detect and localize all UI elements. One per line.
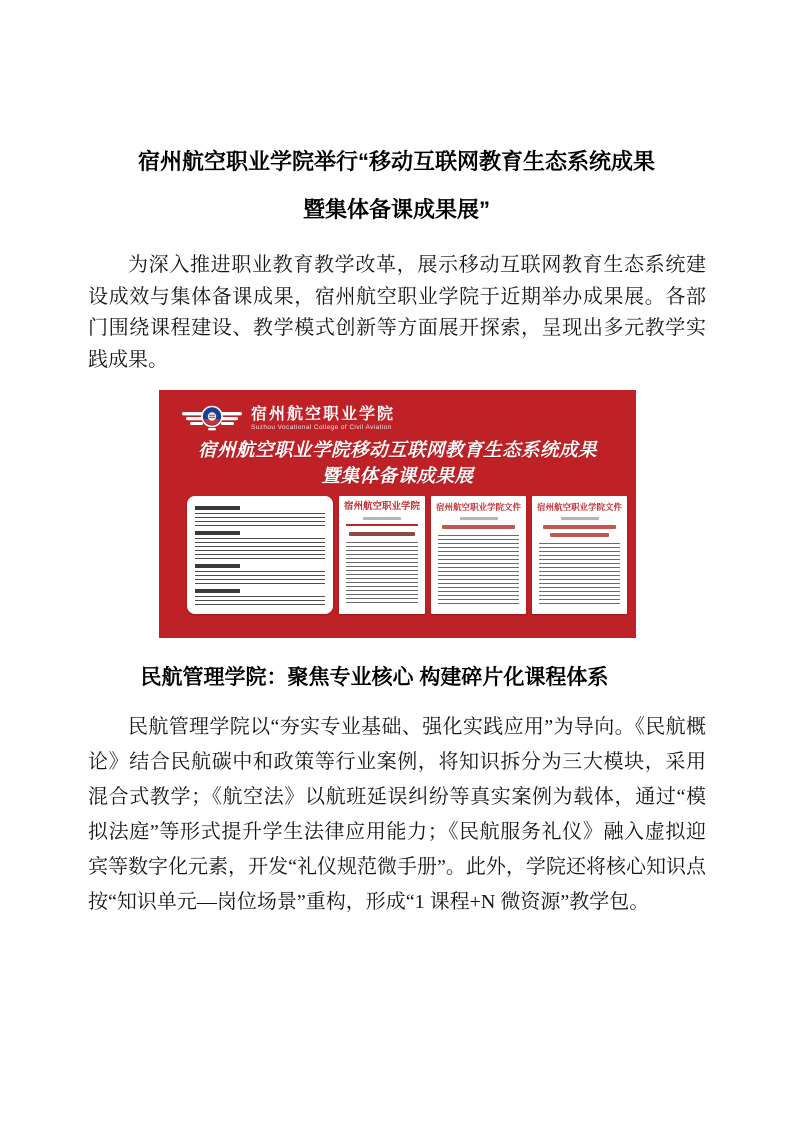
wings-emblem-icon (181, 403, 243, 435)
text-lines-block (195, 531, 240, 535)
document-1-title: 宿州航空职业学院 (344, 501, 421, 512)
document-2-title: 宿州航空职业学院文件 (436, 502, 522, 512)
poster-headline-line-2: 暨集体备课成果展 (321, 466, 474, 487)
poster-document-1 (339, 496, 425, 614)
college-logo (181, 400, 395, 438)
text-lines-block (346, 542, 418, 605)
text-lines-block (195, 589, 240, 593)
document-subtitle-line (543, 525, 616, 529)
article-title-line-2: 暨集体备课成果展” (302, 197, 490, 222)
college-name-en: Suzhou Vocational College of Civil Aviation (251, 424, 392, 431)
poster-panels (187, 496, 623, 614)
document-number-line (561, 517, 599, 520)
article-title-line-1: 宿州航空职业学院举行“移动互联网教育生态系统成果 (137, 149, 655, 174)
text-lines-block (195, 506, 240, 510)
text-lines-block (438, 535, 519, 605)
text-lines-block (195, 513, 325, 528)
poster-headline-line-1: 宿州航空职业学院移动互联网教育生态系统成果 (197, 440, 597, 461)
document-subtitle-line (442, 525, 515, 529)
text-lines-block (539, 543, 620, 605)
college-logo-text (251, 406, 395, 432)
intro-paragraph: 为深入推进职业教育教学改革，展示移动互联网教育生态系统建设成效与集体备课成果，宿州航空职业学院于近期举办成果展。各部门围绕课程建设、教学模式创新等方面展开探索，呈现出多元教学实践成果。 (88, 254, 706, 371)
text-lines-block (195, 571, 325, 586)
poster-headline (159, 438, 636, 490)
text-lines-block (195, 596, 325, 607)
article-title (0, 138, 793, 234)
document-subtitle-line (550, 533, 610, 537)
college-name-cn: 宿州航空职业学院 (251, 406, 396, 423)
section-paragraph: 民航管理学院以“夯实专业基础、强化实践应用”为导向。《民航概论》结合民航碳中和政策等行业案例，将知识拆分为三大模块，采用混合式教学；《航空法》以航班延误纠纷等真实案例为载体，通过“模拟法庭”等形式提升学生法律应用能力；《民航服务礼仪》融入虚拟迎宾等数字化元素，开发“礼仪规范微手册”。此外，学院还将核心知识点按“知识单元—岗位场景”重构，形成“1 课程+N 微资源”教学包。 (88, 716, 706, 913)
section-heading: 民航管理学院：聚焦专业核心 构建碎片化课程体系 (140, 666, 609, 689)
poster-overview-sheet (187, 496, 333, 614)
document-3-title: 宿州航空职业学院文件 (537, 502, 623, 512)
poster-document-2 (431, 496, 526, 614)
document-subtitle-line (349, 532, 414, 536)
poster-document-3 (532, 496, 627, 614)
document-number-line (363, 517, 401, 520)
document-number-line (460, 517, 498, 520)
event-poster-image (159, 390, 636, 638)
red-rule (346, 524, 418, 526)
text-lines-block (195, 564, 240, 568)
text-lines-block (195, 538, 325, 561)
